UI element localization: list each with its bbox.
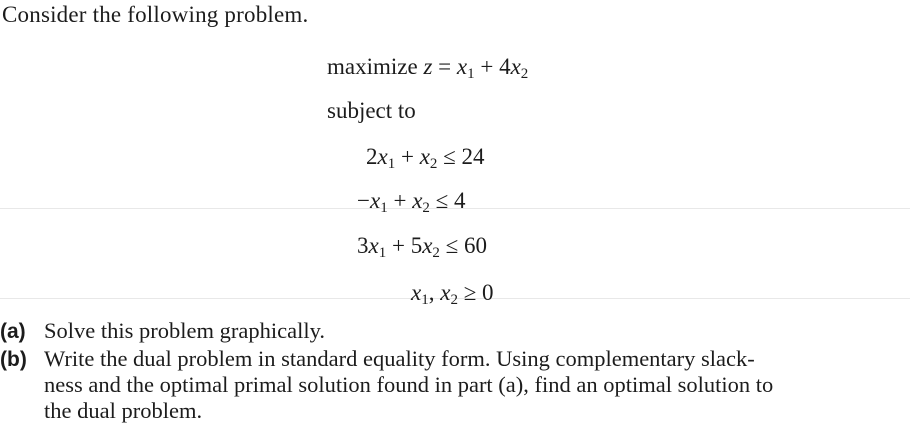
constraint-4-x2: x bbox=[440, 280, 451, 305]
constraint-2-op: + bbox=[387, 188, 413, 213]
constraint-4-x1-sub: 1 bbox=[421, 292, 429, 308]
objective-equals: = bbox=[432, 54, 457, 79]
constraint-4-x2-sub: 2 bbox=[450, 292, 458, 308]
constraint-1-coef: 2 bbox=[366, 144, 378, 169]
constraint-2-x2-sub: 2 bbox=[422, 200, 430, 216]
objective-z: z bbox=[423, 54, 433, 79]
constraint-3-x2-sub: 2 bbox=[432, 245, 440, 261]
part-b-label: (b) bbox=[0, 348, 27, 371]
constraint-3-x2: x bbox=[422, 233, 433, 258]
part-b-line-3: the dual problem. bbox=[44, 398, 203, 423]
constraint-2-x1: x bbox=[369, 188, 381, 213]
constraint-2 bbox=[357, 188, 466, 217]
constraint-1-x2-sub: 2 bbox=[429, 156, 438, 172]
constraint-1-rel: ≤ 24 bbox=[437, 144, 485, 169]
constraint-2-coef: − bbox=[357, 188, 370, 213]
constraint-4-op: , bbox=[428, 280, 441, 305]
intro-text: Consider the following problem. bbox=[2, 2, 309, 27]
constraint-4-x1: x bbox=[411, 280, 422, 305]
constraint-1 bbox=[366, 144, 485, 173]
objective-x1: x bbox=[456, 54, 468, 79]
nonnegativity-constraint bbox=[411, 280, 494, 309]
constraint-2-rel: ≤ 4 bbox=[429, 188, 466, 213]
objective-x2: x bbox=[510, 54, 521, 79]
part-a-label: (a) bbox=[0, 320, 26, 343]
part-a bbox=[0, 318, 325, 344]
objective-x2-sub: 2 bbox=[520, 66, 529, 82]
objective-prefix: maximize bbox=[327, 54, 424, 79]
constraint-3-rel: ≤ 60 bbox=[439, 233, 488, 258]
constraint-3 bbox=[357, 233, 487, 262]
part-b bbox=[0, 346, 755, 372]
constraint-1-op: + bbox=[395, 144, 420, 169]
constraint-2-x2: x bbox=[412, 188, 423, 213]
part-b-line-1: Write the dual problem in standard equality form. Using complementary slack- bbox=[44, 346, 755, 371]
constraint-2-x1-sub: 1 bbox=[380, 200, 388, 216]
subject-to-label: subject to bbox=[327, 98, 416, 123]
constraint-3-op: + 5 bbox=[386, 233, 423, 258]
constraint-1-x1-sub: 1 bbox=[387, 156, 396, 172]
constraint-1-x1: x bbox=[377, 144, 388, 169]
part-b-line-2: ness and the optimal primal solution found in part (a), find an optimal solution to bbox=[44, 372, 774, 397]
objective-x1-sub: 1 bbox=[467, 66, 475, 82]
objective-function bbox=[327, 54, 528, 83]
constraint-3-coef: 3 bbox=[357, 233, 369, 258]
objective-plus: + 4 bbox=[474, 54, 511, 79]
constraint-3-x1: x bbox=[368, 233, 379, 258]
constraint-4-rel: ≥ 0 bbox=[457, 280, 494, 305]
part-a-text: Solve this problem graphically. bbox=[44, 318, 325, 343]
constraint-1-x2: x bbox=[419, 144, 430, 169]
constraint-3-x1-sub: 1 bbox=[378, 245, 387, 261]
